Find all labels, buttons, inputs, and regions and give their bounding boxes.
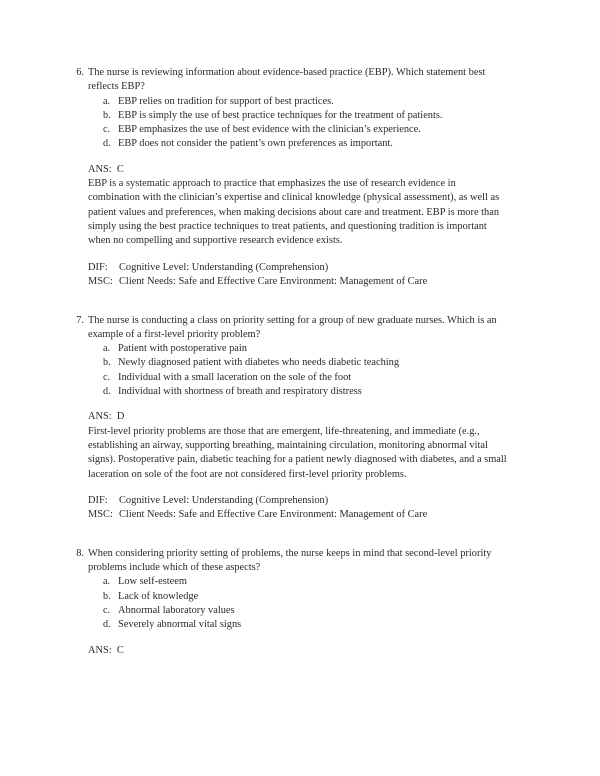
answer-option[interactable] <box>70 590 510 604</box>
answer-options-list <box>70 575 510 632</box>
answer-options-list <box>70 95 510 152</box>
dif-line <box>88 494 510 508</box>
option-letter: a. <box>103 343 111 355</box>
question-stem <box>70 314 510 343</box>
msc-value: Client Needs: Safe and Effective Care Environment: Management of Care <box>119 508 428 520</box>
msc-line <box>88 508 510 522</box>
answer-options-list <box>70 342 510 399</box>
option-letter: c. <box>103 371 111 383</box>
question-block-7 <box>70 314 510 522</box>
rationale-text: First-level priority problems are those that are emergent, life-threatening, and immediate (e.g., establishing an airway, supporting breathing, maintaining circulation, monitoring abnormal vital signs). Postoperative pain, diabetic teaching for a patient newly diagnosed with diabetes, and a small laceration on sole of the foot are not considered first-level priority problems. <box>88 425 507 480</box>
answer-option[interactable] <box>70 123 510 137</box>
answer-option[interactable] <box>70 371 510 385</box>
answer-option[interactable] <box>70 109 510 123</box>
question-stem-text: The nurse is conducting a class on priority setting for a group of new graduate nurses. Which is an example of a first-level priority problem? <box>88 314 497 340</box>
question-stem <box>70 66 510 95</box>
option-text: Severely abnormal vital signs <box>118 619 242 631</box>
answer-option[interactable] <box>70 95 510 109</box>
section-spacer <box>70 303 510 314</box>
option-text: Individual with shortness of breath and respiratory distress <box>118 386 362 398</box>
question-number: 6. <box>76 67 84 78</box>
answer-option[interactable] <box>70 575 510 589</box>
dif-line <box>88 261 510 275</box>
option-text: EBP is simply the use of best practice techniques for the treatment of patients. <box>118 109 443 121</box>
option-letter: c. <box>103 124 111 136</box>
msc-label: MSC: <box>88 508 113 520</box>
option-text: Abnormal laboratory values <box>118 605 235 617</box>
question-block-8 <box>70 547 510 658</box>
option-letter: b. <box>103 357 111 369</box>
answer-option[interactable] <box>70 604 510 618</box>
rationale-text: EBP is a systematic approach to practice that emphasizes the use of research evidence in combination with the clinician’s expertise and clinical knowledge (physical assessment), as well as patient values and preferences, when making decisions about care and treatment. EBP is more than simply using the best practice techniques to treat patients, and questioning tradition is important when no compelling and supportive research evidence exists. <box>88 178 500 247</box>
option-text: EBP does not consider the patient’s own preferences as important. <box>118 138 393 150</box>
option-text: Individual with a small laceration on the sole of the foot <box>118 371 352 383</box>
option-text: EBP relies on tradition for support of best practices. <box>118 95 334 107</box>
option-letter: a. <box>103 95 111 107</box>
section-spacer <box>70 536 510 547</box>
question-stem-text: When considering priority setting of problems, the nurse keeps in mind that second-level priority problems include which of these aspects? <box>88 547 492 574</box>
document-content <box>70 66 510 672</box>
option-letter: d. <box>103 386 111 398</box>
msc-label: MSC: <box>88 275 113 287</box>
answer-line: ANS: C <box>88 163 124 175</box>
option-letter: d. <box>103 619 111 631</box>
option-letter: a. <box>103 576 111 588</box>
dif-value: Cognitive Level: Understanding (Comprehension) <box>119 261 329 273</box>
option-text: EBP emphasizes the use of best evidence with the clinician’s experience. <box>118 124 421 136</box>
answer-option[interactable] <box>70 356 510 370</box>
answer-line: ANS: C <box>88 644 124 656</box>
answer-line: ANS: D <box>88 411 125 423</box>
option-text: Lack of knowledge <box>118 590 199 602</box>
question-stem <box>70 547 510 576</box>
option-letter: d. <box>103 138 111 150</box>
answer-option[interactable] <box>70 618 510 632</box>
answer-option[interactable] <box>70 137 510 151</box>
option-text: Low self-esteem <box>118 576 187 588</box>
question-stem-text: The nurse is reviewing information about evidence-based practice (EBP). Which statement best reflects EBP? <box>88 67 486 93</box>
option-letter: c. <box>103 605 111 617</box>
option-letter: b. <box>103 590 111 602</box>
question-block-6 <box>70 66 510 289</box>
dif-label: DIF: <box>88 261 108 273</box>
option-text: Patient with postoperative pain <box>118 343 247 355</box>
msc-value: Client Needs: Safe and Effective Care Environment: Management of Care <box>119 275 428 287</box>
question-number: 7. <box>76 314 84 326</box>
question-number: 8. <box>76 547 84 559</box>
option-letter: b. <box>103 109 111 121</box>
option-text: Newly diagnosed patient with diabetes who needs diabetic teaching <box>118 357 400 369</box>
answer-option[interactable] <box>70 385 510 399</box>
question-metadata <box>70 261 510 289</box>
dif-label: DIF: <box>88 494 108 506</box>
answer-option[interactable] <box>70 342 510 356</box>
question-metadata <box>70 494 510 522</box>
dif-value: Cognitive Level: Understanding (Comprehension) <box>119 494 329 506</box>
msc-line <box>88 275 510 289</box>
